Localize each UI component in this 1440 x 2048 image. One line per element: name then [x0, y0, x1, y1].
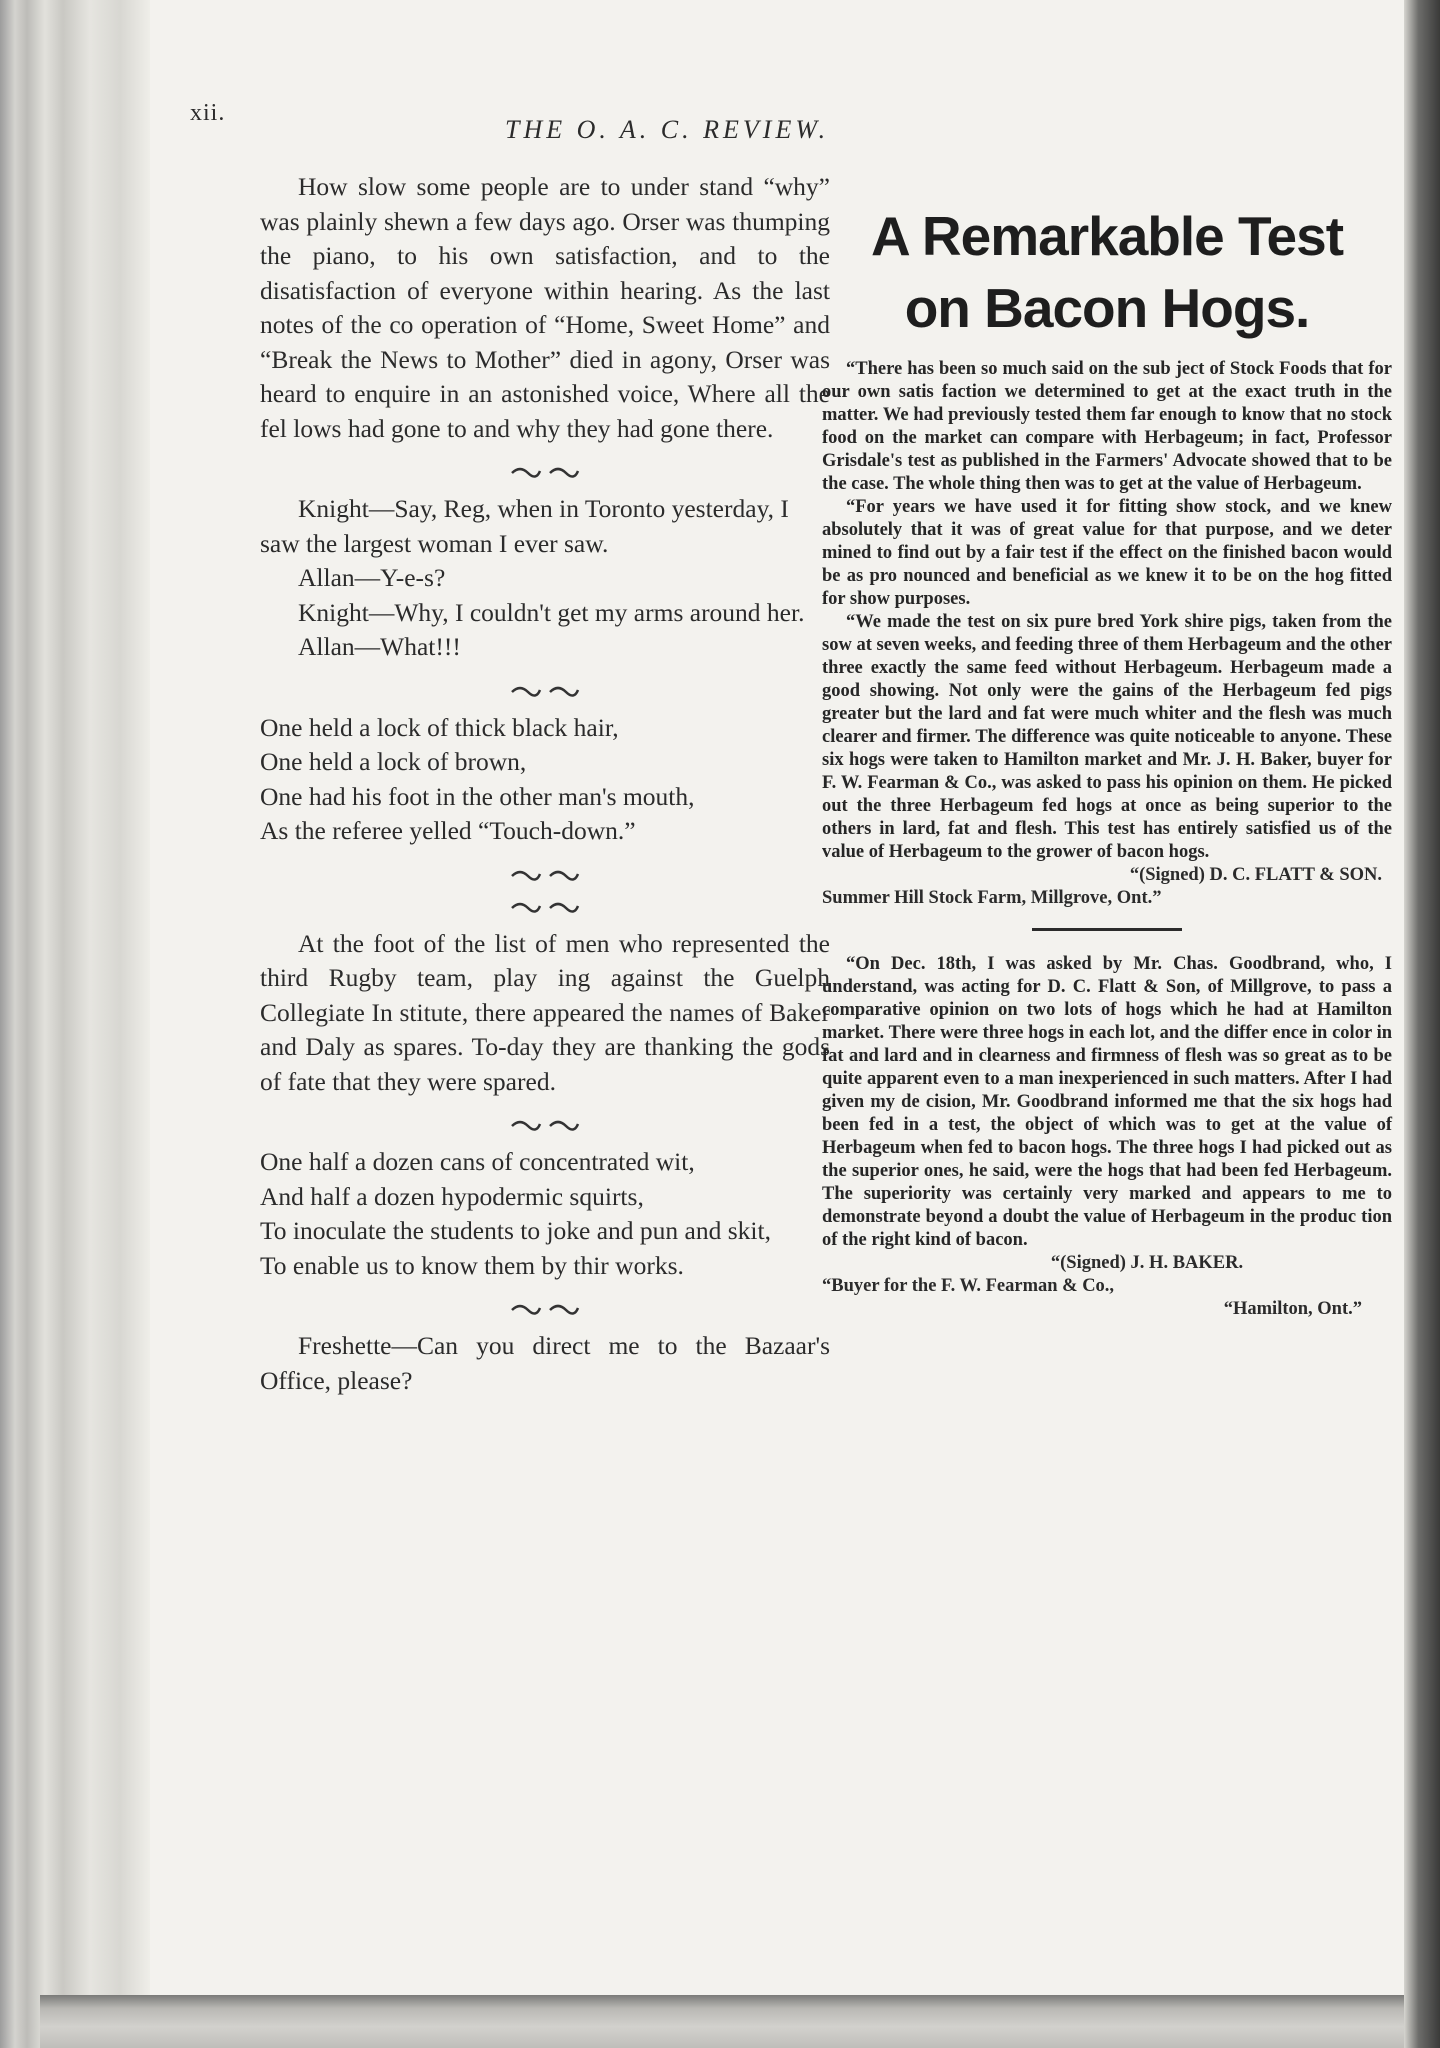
signature-baker-title: “Buyer for the F. W. Fearman & Co.,	[822, 1276, 1115, 1296]
poem-line: To enable us to know them by thir works.	[260, 1250, 684, 1280]
joke-paragraph-rugby: At the foot of the list of men who represented the third Rugby team, play ing against the Guelph Collegiate In stitute, there appeared the names of Baker and Daly as spares. To-day they are thanking the gods of fate that they were spared.	[260, 928, 830, 1096]
signature-baker: “(Signed) J. H. BAKER.	[1050, 1253, 1244, 1273]
poem-line: As the referee yelled “Touch-down.”	[260, 816, 636, 845]
signature-flatt-address: Summer Hill Stock Farm, Millgrove, Ont.”	[822, 888, 1162, 908]
right-page-edge	[1404, 0, 1440, 2048]
dialogue-line-knight-1: Knight—Say, Reg, when in Toronto yesterday, I saw the largest woman I ever saw.	[260, 494, 789, 558]
advertisement-column	[822, 200, 1392, 1321]
poem-line: One half a dozen cans of concentrated wit,	[260, 1147, 695, 1176]
dialogue-line-allan-1: Allan—Y-e-s?	[298, 563, 446, 592]
advert-paragraph: “We made the test on six pure bred York shire pigs, taken from the sow at seven weeks, and feeding three of them Herbageum and the other three exactly the same feed without Herbageum. Herbageum made a good showing. Not only were the gains of the Herbageum fed pigs greater but the lard and fat were much whiter and the flesh was much clearer and firmer. The difference was quite noticeable to anyone. These six hogs were taken to Hamilton market and Mr. J. H. Baker, buyer for F. W. Fearman & Co., was asked to pass his opinion on them. He picked out the three Herbageum fed hogs at once as being superior to the others in lard, fat and flesh. This test has entirely satisfied us of the value of Herbageum to the grower of bacon hogs.	[822, 612, 1392, 862]
ornament-separator	[260, 861, 830, 881]
ornament-separator	[260, 1295, 830, 1315]
ornament-separator	[260, 458, 830, 478]
dialogue-line-knight-2: Knight—Why, I couldn't get my arms around her.	[298, 597, 805, 627]
section-divider	[1032, 928, 1182, 931]
bottom-page-edge	[40, 1995, 1404, 2048]
poem-line: One held a lock of thick black hair,	[260, 712, 619, 742]
ornament-separator	[260, 1111, 830, 1131]
left-column	[260, 170, 830, 1398]
poem-line: One had his foot in the other man's mouth,	[260, 781, 695, 811]
poem-line: To inoculate the students to joke and pun and skit,	[260, 1216, 771, 1245]
signature-baker-location: “Hamilton, Ont.”	[1223, 1299, 1362, 1319]
advert-paragraph: “For years we have used it for fitting show stock, and we knew absolutely that it was of great value for that purpose, and we deter mined to find out by a fair test if the effect on the finished bacon would be as pro nounced and beneficial as we knew it to be on the hog fitted for show purposes.	[822, 497, 1392, 609]
advert-headline-line-2: on Bacon Hogs.	[904, 277, 1310, 339]
advert-paragraph: “There has been so much said on the sub ject of Stock Foods that for our own satis faction we determined to get at the exact truth in the matter. We had previously tested them far enough to know that no stock food on the market can compare with Herbageum; in fact, Professor Grisdale's test as published in the Farmers' Advocate showed that to be the case. The whole thing then was to get at the value of Herbageum.	[822, 359, 1392, 494]
poem-line: One held a lock of brown,	[260, 747, 527, 776]
advert-headline-line-1: A Remarkable Test	[870, 205, 1344, 267]
signature-flatt: “(Signed) D. C. FLATT & SON.	[1129, 865, 1382, 885]
advert-headline	[822, 200, 1392, 344]
poem-line: And half a dozen hypodermic squirts,	[260, 1181, 644, 1211]
page-number: xii.	[190, 100, 226, 126]
ornament-separator	[260, 677, 830, 697]
advert-paragraph: “On Dec. 18th, I was asked by Mr. Chas. Goodbrand, who, I understand, was acting for D. C. Flatt & Son, of Millgrove, to pass a comparative opinion on two lots of hogs which he had at Hamilton market. There were three hogs in each lot, and the differ ence in color in fat and lard and in clearness and firmness of flesh was so great as to be quite apparent even to a man inexperienced in such matters. After I had given my de cision, Mr. Goodbrand informed me that the six hogs had been fed in a test, the object of which was to get at the value of Herbageum when fed to bacon hogs. The three hogs I had picked out as the superior ones, he said, were the hogs that had been fed Herbageum. The superiority was certainly very marked and appears to me to demonstrate beyond a doubt the value of Herbageum in the produc tion of the right kind of bacon.	[822, 954, 1392, 1250]
dialogue-line-allan-2: Allan—What!!!	[298, 632, 461, 661]
book-binding-shadow	[0, 0, 150, 2048]
joke-paragraph-freshette: Freshette—Can you direct me to the Bazaar's Office, please?	[260, 1331, 830, 1395]
ornament-separator	[260, 893, 830, 913]
joke-paragraph-orser: How slow some people are to under stand “why” was plainly shewn a few days ago. Orser was thumping the piano, to his own satisfaction, and to the disatisfaction of everyone within hearing. As the last notes of the co operation of “Home, Sweet Home” and “Break the News to Mother” died in agony, Orser was heard to enquire in an astonished voice, Where all the fel lows had gone to and why they had gone there.	[260, 172, 830, 443]
running-head: THE O. A. C. REVIEW.	[505, 115, 830, 144]
